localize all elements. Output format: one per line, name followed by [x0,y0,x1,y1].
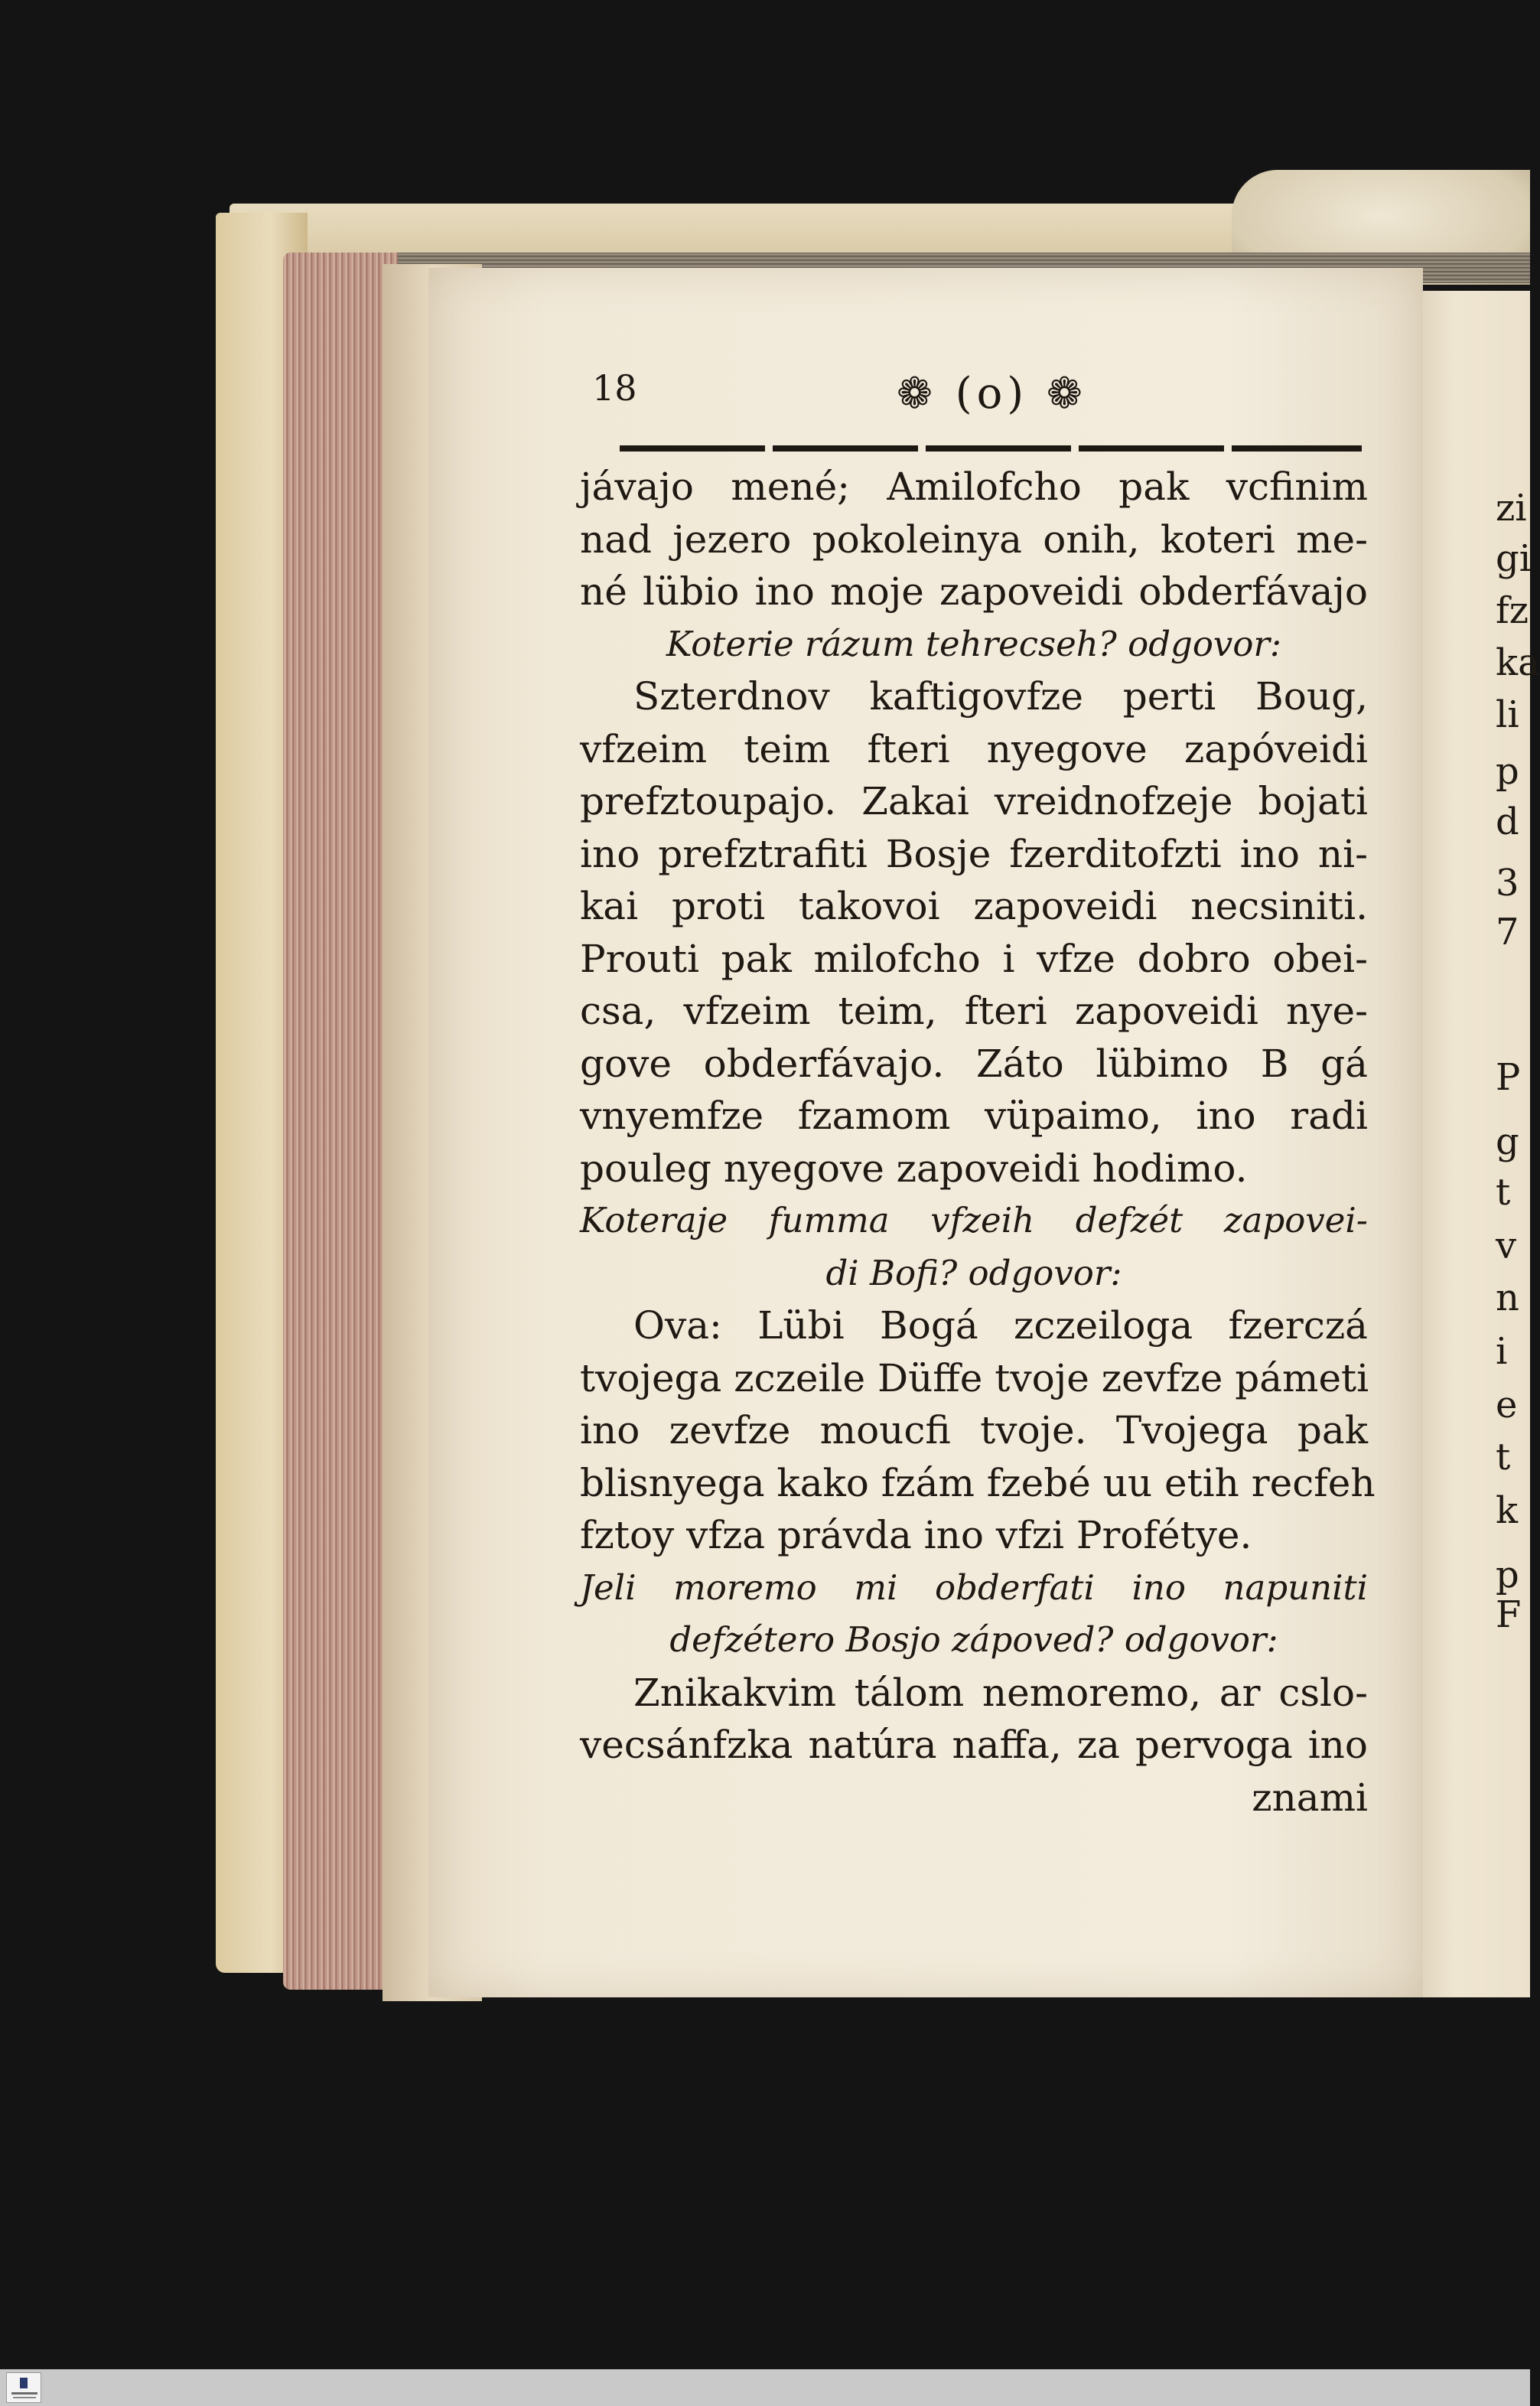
facing-page-fragment: d [1496,800,1519,843]
header-ornament: ❁ (o) ❁ [897,369,1087,419]
library-logo [6,2372,41,2403]
question-line: di Bofi? odgovor: [825,1252,1122,1293]
facing-page-fragment: F [1496,1593,1522,1636]
text-line: vnyemfze fzamom vüpaimo, ino radi [580,1094,1368,1138]
facing-page-fragment: li [1496,693,1519,736]
text-line: Szterdnov kaftigovfze perti Boug, [633,674,1368,719]
text-line: ino prefztrafiti Bosje fzerditofzti ino ni- [580,831,1368,876]
facing-page-fragment: v [1496,1224,1517,1267]
facing-page-fragment: i [1496,1330,1508,1373]
question-line: Koterie rázum tehrecseh? odgovor: [666,623,1282,664]
text-line: vecsánfzka natúra naffa, za pervoga ino [580,1723,1368,1767]
facing-page-fragment: ka [1496,641,1540,684]
facing-page-fragment: 7 [1496,911,1519,954]
facing-page-fragment: gi [1496,537,1532,580]
text-line: jávajo mené; Amilofcho pak vcfinim [580,465,1368,509]
text-line: Znikakvim tálom nemoremo, ar cslo- [633,1670,1368,1715]
text-line: nad jezero pokoleinya onih, koteri me- [580,517,1368,562]
text-line: Prouti pak milofcho i vfze dobro obei- [580,936,1368,981]
facing-page-fragment: k [1496,1489,1519,1532]
page-text [580,461,1376,1824]
text-line: csa, vfzeim teim, fteri zapoveidi nye- [580,989,1368,1033]
text-line: fztoy vfza právda ino vfzi Profétye. [580,1513,1252,1557]
facing-page-fragment: p [1496,1553,1519,1596]
facing-page-fragment: p [1496,750,1519,793]
facing-page-fragment: g [1496,1120,1519,1163]
library-logo-mark [20,2378,28,2388]
facing-page-fragment: zi [1496,487,1527,530]
text-line: kai proti takovoi zapoveidi necsiniti. [580,884,1368,928]
facing-page-fragment: P [1496,1056,1521,1099]
text-line: vfzeim teim fteri nyegove zapóveidi [580,726,1368,771]
viewer-footer-bar [0,2369,1530,2406]
text-line: prefztoupajo. Zakai vreidnofzeje bojati [580,779,1368,823]
library-logo-text [13,2397,36,2398]
facing-page-fragment: t [1496,1436,1511,1478]
text-line: pouleg nyegove zapoveidi hodimo. [580,1146,1248,1191]
header-rule [620,445,1362,452]
facing-page-fragment: 3 [1496,862,1519,905]
page-number: 18 [592,367,637,409]
question-line: Koteraje fumma vfzeih defzét zapovei- [580,1200,1368,1240]
text-line: tvojega zczeile Düffe tvoje zevfze pámeti [580,1355,1369,1400]
question-line: Jeli moremo mi obderfati ino napuniti [580,1567,1368,1608]
text-line: ino zevfze moucfi tvoje. Tvojega pak [580,1408,1368,1452]
text-line: blisnyega kako fzám fzebé uu etih recfeh [580,1460,1376,1505]
question-line: defzétero Bosjo zápoved? odgovor: [669,1619,1278,1660]
facing-page-fragment: t [1496,1171,1511,1214]
facing-page-fragment: fz [1496,589,1529,632]
facing-page-fragment: e [1496,1384,1518,1426]
catchword: znami [1252,1775,1368,1820]
text-line: gove obderfávajo. Záto lübimo B gá [580,1041,1368,1086]
text-line: Ova: Lübi Bogá zczeiloga fzerczá [633,1303,1368,1348]
facing-page-fragment: n [1496,1276,1519,1319]
library-logo-text [11,2392,37,2395]
page-edges-side [283,253,398,1990]
text-line: né lübio ino moje zapoveidi obderfávajo [580,569,1368,614]
